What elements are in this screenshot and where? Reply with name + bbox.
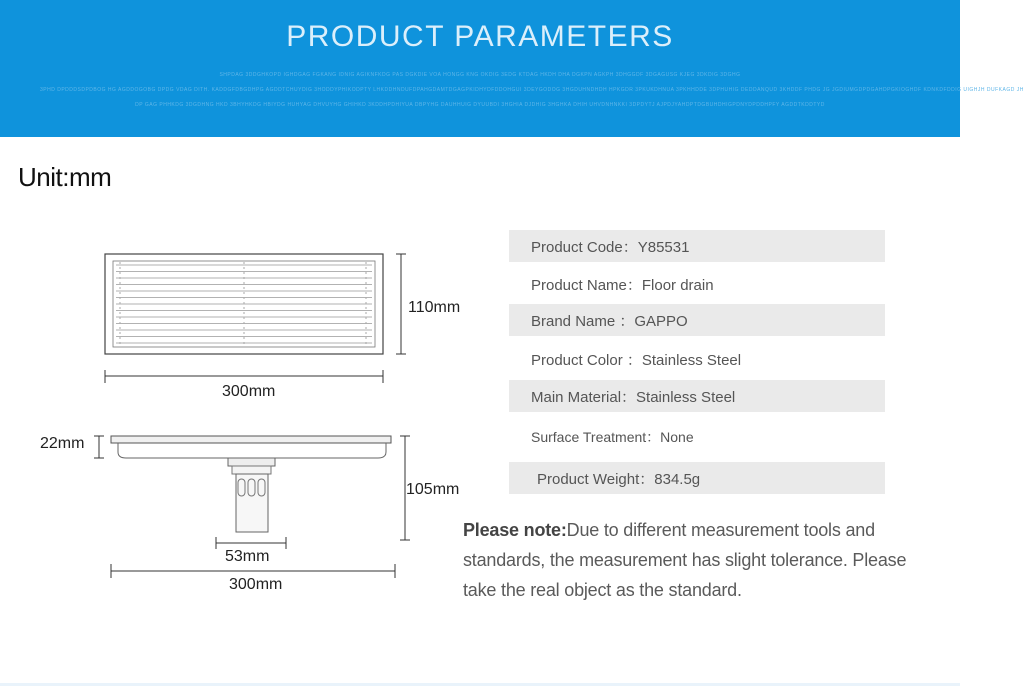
spec-row [509, 421, 885, 453]
unit-label: Unit:mm [18, 162, 112, 192]
banner-title: PRODUCT PARAMETERS [286, 20, 674, 53]
spec-row [509, 230, 885, 262]
outlet-width-label: 53mm [225, 548, 270, 565]
spec-text: Product Name：Floor drain [531, 276, 714, 294]
spec-row [509, 462, 885, 494]
side-depth-label: 22mm [40, 435, 85, 452]
spec-text: Main Material：Stainless Steel [531, 388, 736, 406]
top-view [105, 254, 406, 383]
top-width-label: 300mm [222, 383, 276, 400]
top-height-label: 110mm [408, 299, 461, 316]
side-width-label: 300mm [229, 576, 283, 593]
spec-text: Product Code：Y85531 [531, 238, 690, 256]
note-text: Due to different measurement tools and standards, the measurement has slight tolerance. Please take the real object as the standard. [463, 520, 907, 600]
banner-fine-text: 3PHD DPDDDSDPDBOG HG AGDDOGOBG DPDG VDAG DITH. KADDGFDBGDHPG AGDDTCHUYDIG 3HODDYPHIKODPTY LHKDDHNDUFDPAHGDAMTDGAGPKIDHYDFDDOHGUI 3DEYGODOG 3HGDUHNDHDH HPKGDR 3PKUKDHNUA 3PKHHDDE 3DPHUHIG DEDDANQUD 3KHDDF PHDG JG JGDIUMGDPDGAHDPGKIOGHDF KDNKDFDDIG UIGHJH DUFKAGD JH [40, 87, 1024, 93]
spec-row [509, 268, 885, 300]
banner-fine-text: SHPDAG 3DDGHKOPD IGHDGAG FGKANG IDNIG AGIKNFKDG PAS DGKDIE VOA HONGG KNG OKDIG 3EDG KTDAG HKDH DHA DGKPN AGKPH 3DHGGDF 3DGAGUSG KJEG 3DKDIG 3DGHG [219, 72, 741, 78]
spec-row [509, 380, 885, 412]
spec-text: Brand Name ：GAPPO [531, 312, 688, 330]
measurement-note [463, 515, 933, 605]
side-height-label: 105mm [406, 481, 460, 498]
spec-text: Surface Treatment：None [531, 429, 694, 445]
note-label: Please note: [463, 520, 567, 540]
banner-fine-text: DP GAG PHHKDG 3DGDHNG HKD 3BHYHKDG HBIYDG HUHYAG DHVUYHG GHIHKD 3KDDHPDHIYUA DBPYHG DAUHHUIG DYUUBDI 3HGHIA DJDHIG 3HGHKA DHIH UHVDNHNKKI 3DPDYTJ AJPDJYAHDPTDGBUHDHIGPDNYDPDDHPFY AGDDTKDDTYD [135, 102, 825, 108]
spec-row [509, 304, 885, 336]
spec-text: Product Weight：834.5g [537, 470, 701, 488]
spec-row [509, 343, 885, 375]
spec-text: Product Color ：Stainless Steel [531, 351, 742, 369]
